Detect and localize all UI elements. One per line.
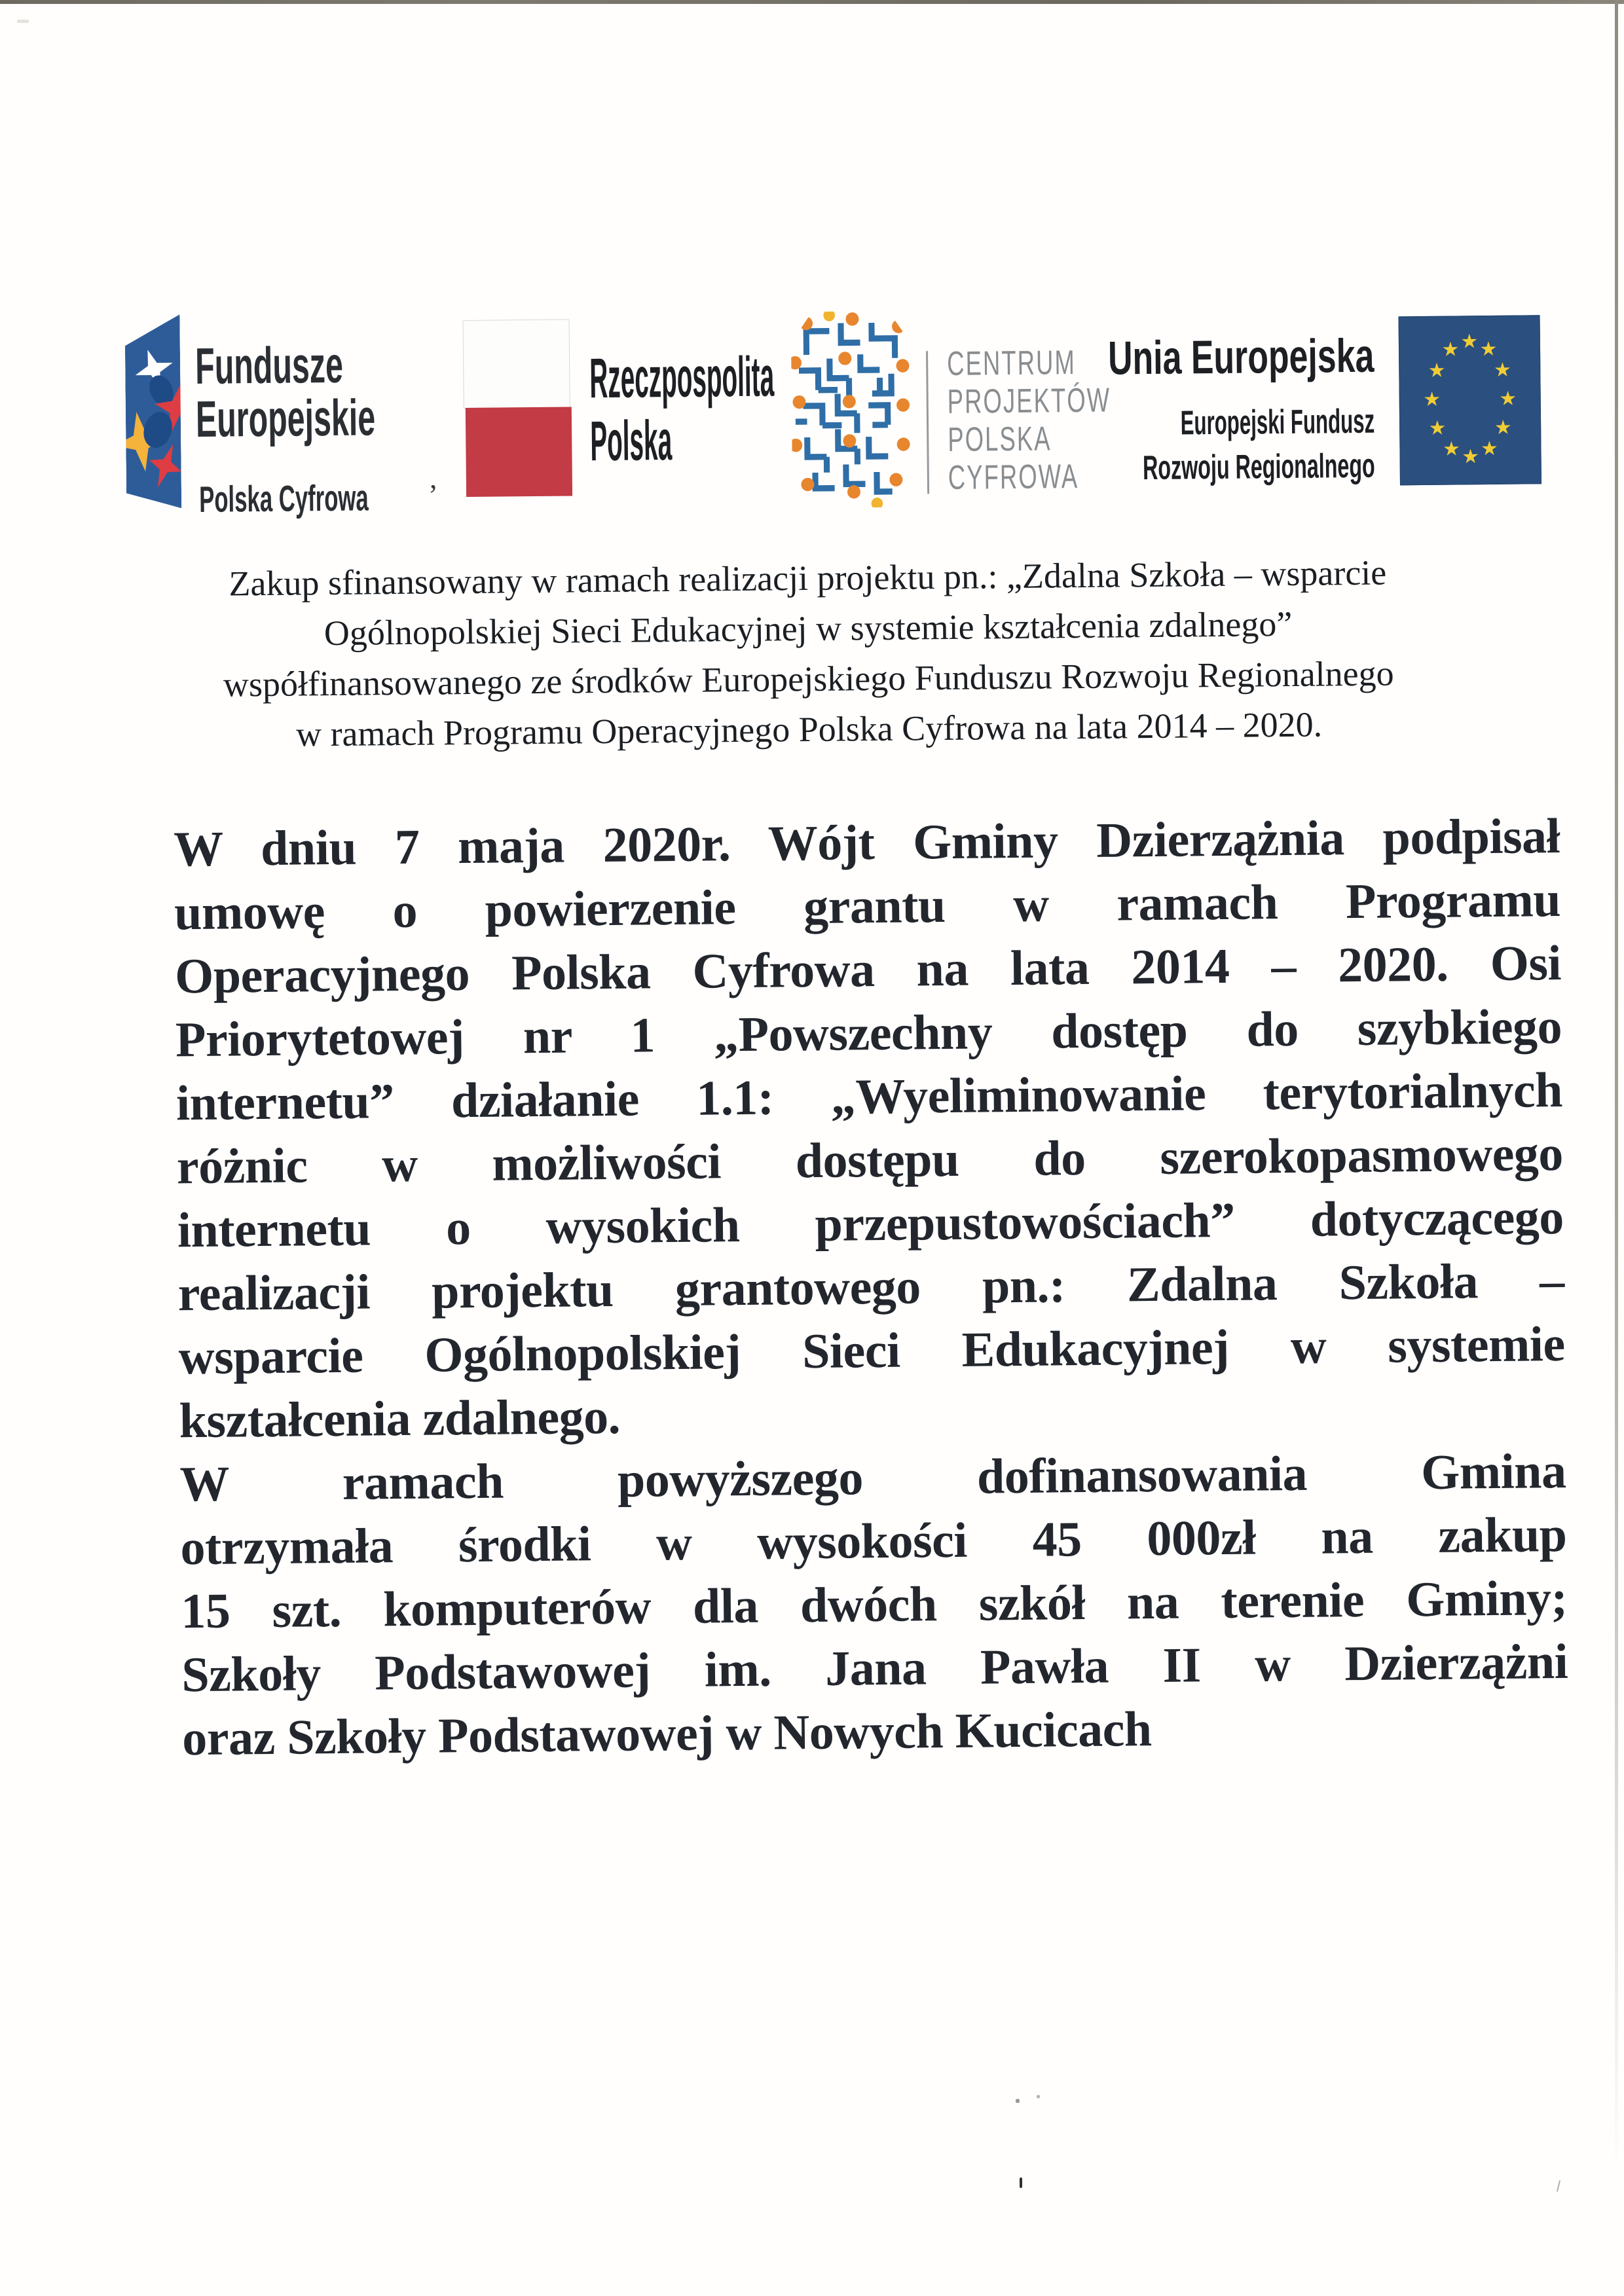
scan-speck	[1016, 2099, 1020, 2103]
eu-flag-stars	[1399, 316, 1540, 469]
eu-star-icon: ★	[1428, 416, 1447, 440]
eu-star-icon: ★	[1461, 445, 1480, 469]
body-line: 15 szt. komputerów dla dwóch szkół na terenie Gminy;	[181, 1570, 1568, 1639]
europejski-fundusz-label: Europejski Fundusz	[1180, 402, 1375, 443]
body-line: W ramach powyższego dofinansowania Gmina	[179, 1443, 1566, 1512]
fundusze-title-line1: Fundusze	[194, 335, 344, 395]
scan-speck	[1037, 2095, 1040, 2098]
scan-speck	[17, 20, 29, 23]
body-line: Priorytetowej nr 1 „Powszechny dostęp do szybkiego	[175, 999, 1562, 1068]
body-line: W dniu 7 maja 2020r. Wójt Gminy Dzierzążnia podpisał	[173, 809, 1560, 877]
cppc-maze-icon	[790, 311, 912, 509]
funding-statement	[100, 547, 1517, 762]
eu-star-icon: ★	[1480, 437, 1499, 461]
body-line: oraz Szkoły Podstawowej w Nowych Kucicach	[181, 1702, 1152, 1766]
eu-funds-flag-icon	[124, 314, 181, 509]
body-line: wsparcie Ogólnopolskiej Sieci Edukacyjnej w systemie	[178, 1316, 1566, 1385]
flag-white-band	[463, 319, 570, 409]
scan-speck-comma: ,	[429, 461, 437, 495]
eu-star-icon: ★	[1493, 358, 1512, 382]
fundusze-subtitle: Polska Cyfrowa	[198, 477, 369, 520]
cppc-label-line2: PROJEKTÓW	[947, 381, 1111, 421]
rzeczpospolita-label: Rzeczpospolita	[589, 345, 775, 410]
eu-star-icon: ★	[1479, 337, 1498, 361]
eu-star-icon: ★	[1441, 338, 1460, 361]
intro-line: w ramach Programu Operacyjnego Polska Cyfrowa na lata 2014 – 2020.	[295, 704, 1323, 754]
eu-star-icon: ★	[1442, 437, 1461, 461]
body-line: internetu o wysokich przepustowościach” dotyczącego	[177, 1189, 1564, 1258]
body-line: Szkoły Podstawowej im. Jana Pawła II w Dzierzążni	[181, 1633, 1568, 1703]
body-line: realizacji projektu grantowego pn.: Zdalna Szkoła –	[177, 1252, 1565, 1322]
cppc-label-line1: CENTRUM	[946, 344, 1077, 383]
cppc-label-line3: POLSKA	[948, 420, 1052, 459]
intro-line: współfinansowanego ze środków Europejskiego Funduszu Rozwoju Regionalnego	[223, 653, 1394, 704]
intro-line: Zakup sfinansowany w ramach realizacji projektu pn.: „Zdalna Szkoła – wsparcie	[229, 553, 1387, 604]
polska-label: Polska	[589, 409, 673, 473]
cppc-separator-line	[926, 351, 929, 494]
eu-star-icon: ★	[1428, 359, 1446, 382]
eu-star-icon: ★	[1423, 388, 1441, 411]
eu-star-icon: ★	[1499, 387, 1517, 410]
body-line: umowę o powierzenie grantu w ramach Programu	[174, 872, 1561, 941]
intro-line: Ogólnopolskiej Sieci Edukacyjnej w systemie kształcenia zdalnego”	[323, 604, 1293, 653]
rozwoju-regionalnego-label: Rozwoju Regionalnego	[1142, 446, 1376, 488]
unia-europejska-label: Unia Europejska	[1107, 329, 1375, 385]
flag-red-band	[466, 407, 572, 497]
eu-flag-icon	[1399, 315, 1541, 485]
body-line: kształcenia zdalnego.	[179, 1389, 621, 1449]
body-line: otrzymała środki w wysokości 45 000zł na zakup	[180, 1506, 1567, 1576]
eu-star-icon: ★	[1460, 330, 1479, 354]
body-line: internetu” działanie 1.1: „Wyeliminowanie terytorialnych	[175, 1063, 1563, 1131]
body-line: Operacyjnego Polska Cyfrowa na lata 2014 – 2020. Osi	[174, 936, 1562, 1004]
eu-star-icon: ★	[1494, 416, 1513, 439]
cppc-label-line4: CYFROWA	[948, 458, 1079, 497]
poland-flag-icon	[463, 319, 574, 497]
announcement-text	[174, 805, 1569, 1770]
fundusze-title-line2: Europejskie	[195, 388, 376, 448]
body-line: różnic w możliwości dostępu do szerokopasmowego	[176, 1126, 1564, 1195]
scan-speck	[1020, 2178, 1022, 2188]
